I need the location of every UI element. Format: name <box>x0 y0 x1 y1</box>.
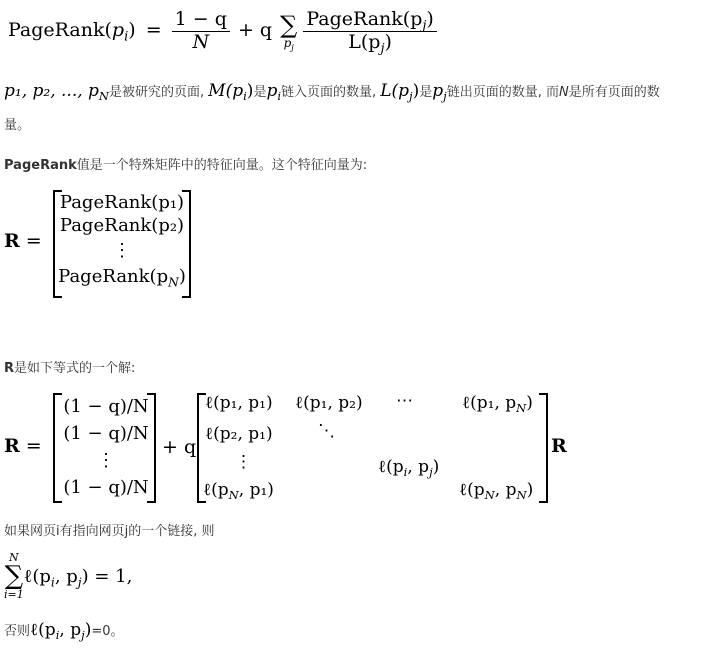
formula-lhs: $PageRank(p_i)$ <box>8 19 136 45</box>
definition-paragraph-cont: 量。 <box>4 118 31 133</box>
definition-paragraph: p₁, p₂, ..., $p_N$是被研究的页面, $M(p_i)$是$p_i$链入页面的数量, $L(p_j)$是$p_j$链出页面的数量, 而N是所有页面的数 <box>4 81 660 104</box>
formula-equals: = <box>145 19 162 41</box>
equation-R-label: R = <box>4 435 42 457</box>
matrix-cell-1-1: ℓ(p₁, p₁) <box>205 393 273 413</box>
formula-fraction-2: $\frac{PageRank(p_j)}{L(p_j)}$ <box>303 9 437 54</box>
matrix-cell-1-4: ℓ(p₁, $p_N$) <box>462 393 533 416</box>
solution-intro: R是如下等式的一个解: <box>4 361 136 376</box>
sum-operator: N ∑ i=1 <box>4 551 24 601</box>
vector-R-label: R = <box>4 230 42 252</box>
formula-plus-q: + q <box>237 19 273 41</box>
matrix-cell-3-3: $\ell(p_i$, $p_j$) <box>378 457 440 480</box>
matrix-cell-3-1: ⋮ <box>235 452 252 472</box>
eigenvector-intro: PageRank值是一个特殊矩阵中的特征向量。这个特征向量为: <box>4 158 368 173</box>
equation-left-vector <box>58 393 154 501</box>
matrix-cell-4-4: $\ell(p_N$, $p_N$) <box>459 480 534 503</box>
matrix-cell-2-1: ℓ(p₂, p₁) <box>205 424 273 444</box>
vector-rows <box>58 190 186 290</box>
matrix-cell-1-2: ℓ(p₁, p₂) <box>295 393 363 413</box>
matrix-right-bracket <box>539 393 548 503</box>
otherwise-condition: 否则$\ell(p_i$, $p_j)=0$。 <box>4 620 124 643</box>
formula-fraction-1: $\frac{1 - q}{N}$ <box>172 9 230 54</box>
vector-right-bracket <box>182 190 191 298</box>
pagerank-formula <box>8 4 437 56</box>
sum-equation <box>4 552 132 600</box>
matrix-cell-4-1: $\ell(p_N$, p₁) <box>203 480 274 503</box>
matrix-cell-1-3: ⋯ <box>396 391 413 411</box>
equation-left-vector-right-bracket <box>147 393 156 503</box>
left-vector-row-4: (1 − q)/N <box>63 477 149 498</box>
equation-plus-q: + q <box>162 436 197 458</box>
equation-right-R: R <box>551 435 567 457</box>
formula-sum: ∑ $p_j$ <box>280 11 298 52</box>
matrix-cell-2-2: ⋱ <box>318 421 335 441</box>
vector-row-1: PageRank(p₁) <box>59 192 185 213</box>
vector-row-3: ⋮ <box>113 240 131 261</box>
left-vector-row-2: (1 − q)/N <box>63 423 149 444</box>
left-vector-row-1: (1 − q)/N <box>63 396 149 417</box>
link-condition: 如果网页i有指向网页j的一个链接, 则 <box>4 524 215 539</box>
vector-row-2: PageRank(p₂) <box>59 215 185 236</box>
vector-row-4: $PageRank(p_N)$ <box>58 266 186 290</box>
sum-body: $\ell(p_i$, $p_j) = 1$, <box>23 565 133 589</box>
left-vector-row-3: ⋮ <box>97 450 115 471</box>
